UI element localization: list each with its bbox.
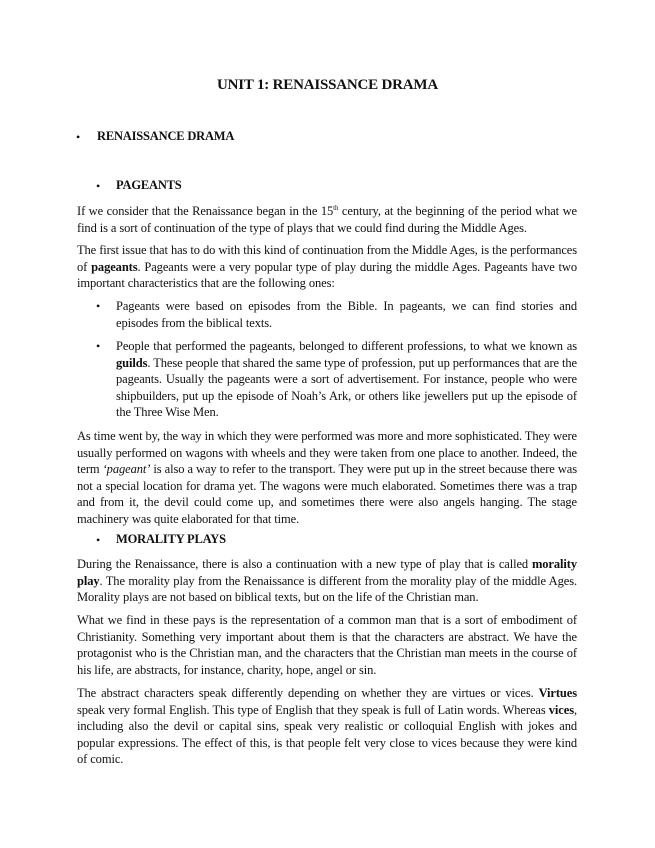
paragraph-morality-language: The abstract characters speak differently depending on whether they are virtues or vices. Virtues speak very formal English. This type of English that they speak is full of Latin words. Whereas vices, including also the devil or capital sins, speak very realistic or colloquial English with jokes and popular expressions. The effect of this, is that people felt very close to vices because they were kind of comic. [77, 686, 577, 767]
paragraph-pageants-wagons: As time went by, the way in which they were performed was more and more sophisticated. They were usually performed on wagons with wheels and they were taken from one place to another. Indeed, the term ‘pageant’ is also a way to refer to the transport. They were put up in the street because there was not a special location for drama yet. The wagons were much elaborated. Sometimes there was a trap and from it, the devil could come up, and sometimes there were also angels hanging. The stage machinery was quite elaborated for that time. [77, 429, 577, 526]
bullet-icon: • [96, 339, 101, 353]
list-item-pageants-guilds: People that performed the pageants, belonged to different professions, to what we known as guilds. These people that shared the same type of profession, put up performances that are the pageants. Usually the pageants were a sort of advertisement. For instance, people who were shipbuilders, put up the episode of Noah’s Ark, or others like jewellers put up the episode of the Three Wise Men. [116, 339, 577, 420]
list-item-pageants-bible: Pageants were based on episodes from the Bible. In pageants, we can find stories and episodes from the biblical texts. [116, 299, 577, 330]
bullet-icon: • [96, 179, 101, 193]
bullet-icon: • [96, 299, 101, 313]
section-heading-renaissance-drama: RENAISSANCE DRAMA [97, 129, 235, 143]
bullet-icon: • [76, 130, 81, 144]
page-title: UNIT 1: RENAISSANCE DRAMA [217, 77, 438, 93]
bullet-icon: • [96, 533, 101, 547]
paragraph-morality-intro: During the Renaissance, there is also a continuation with a new type of play that is called morality play. The morality play from the Renaissance is different from the morality play of the middle Ages. Morality plays are not based on biblical texts, but on the life of the Christian man. [77, 557, 577, 605]
paragraph-pageants-intro: If we consider that the Renaissance began in the 15th century, at the beginning of the period what we find is a sort of continuation of the type of plays that we could find during the Middle Ages. [77, 204, 577, 235]
section-heading-morality-plays: MORALITY PLAYS [116, 532, 226, 546]
section-heading-pageants: PAGEANTS [116, 178, 182, 192]
paragraph-pageants-continuation: The first issue that has to do with this kind of continuation from the Middle Ages, is the performances of pageants. Pageants were a very popular type of play during the middle Ages. Pageants have two important characteristics that are the following ones: [77, 243, 577, 291]
paragraph-morality-characters: What we find in these pays is the representation of a common man that is a sort of embodiment of Christianity. Something very important about them is that the characters are abstract. We have the protagonist who is the Christian man, and the characters that the Christian man meets in the course of his life, are abstracts, for instance, charity, hope, angel or sin. [77, 613, 577, 677]
